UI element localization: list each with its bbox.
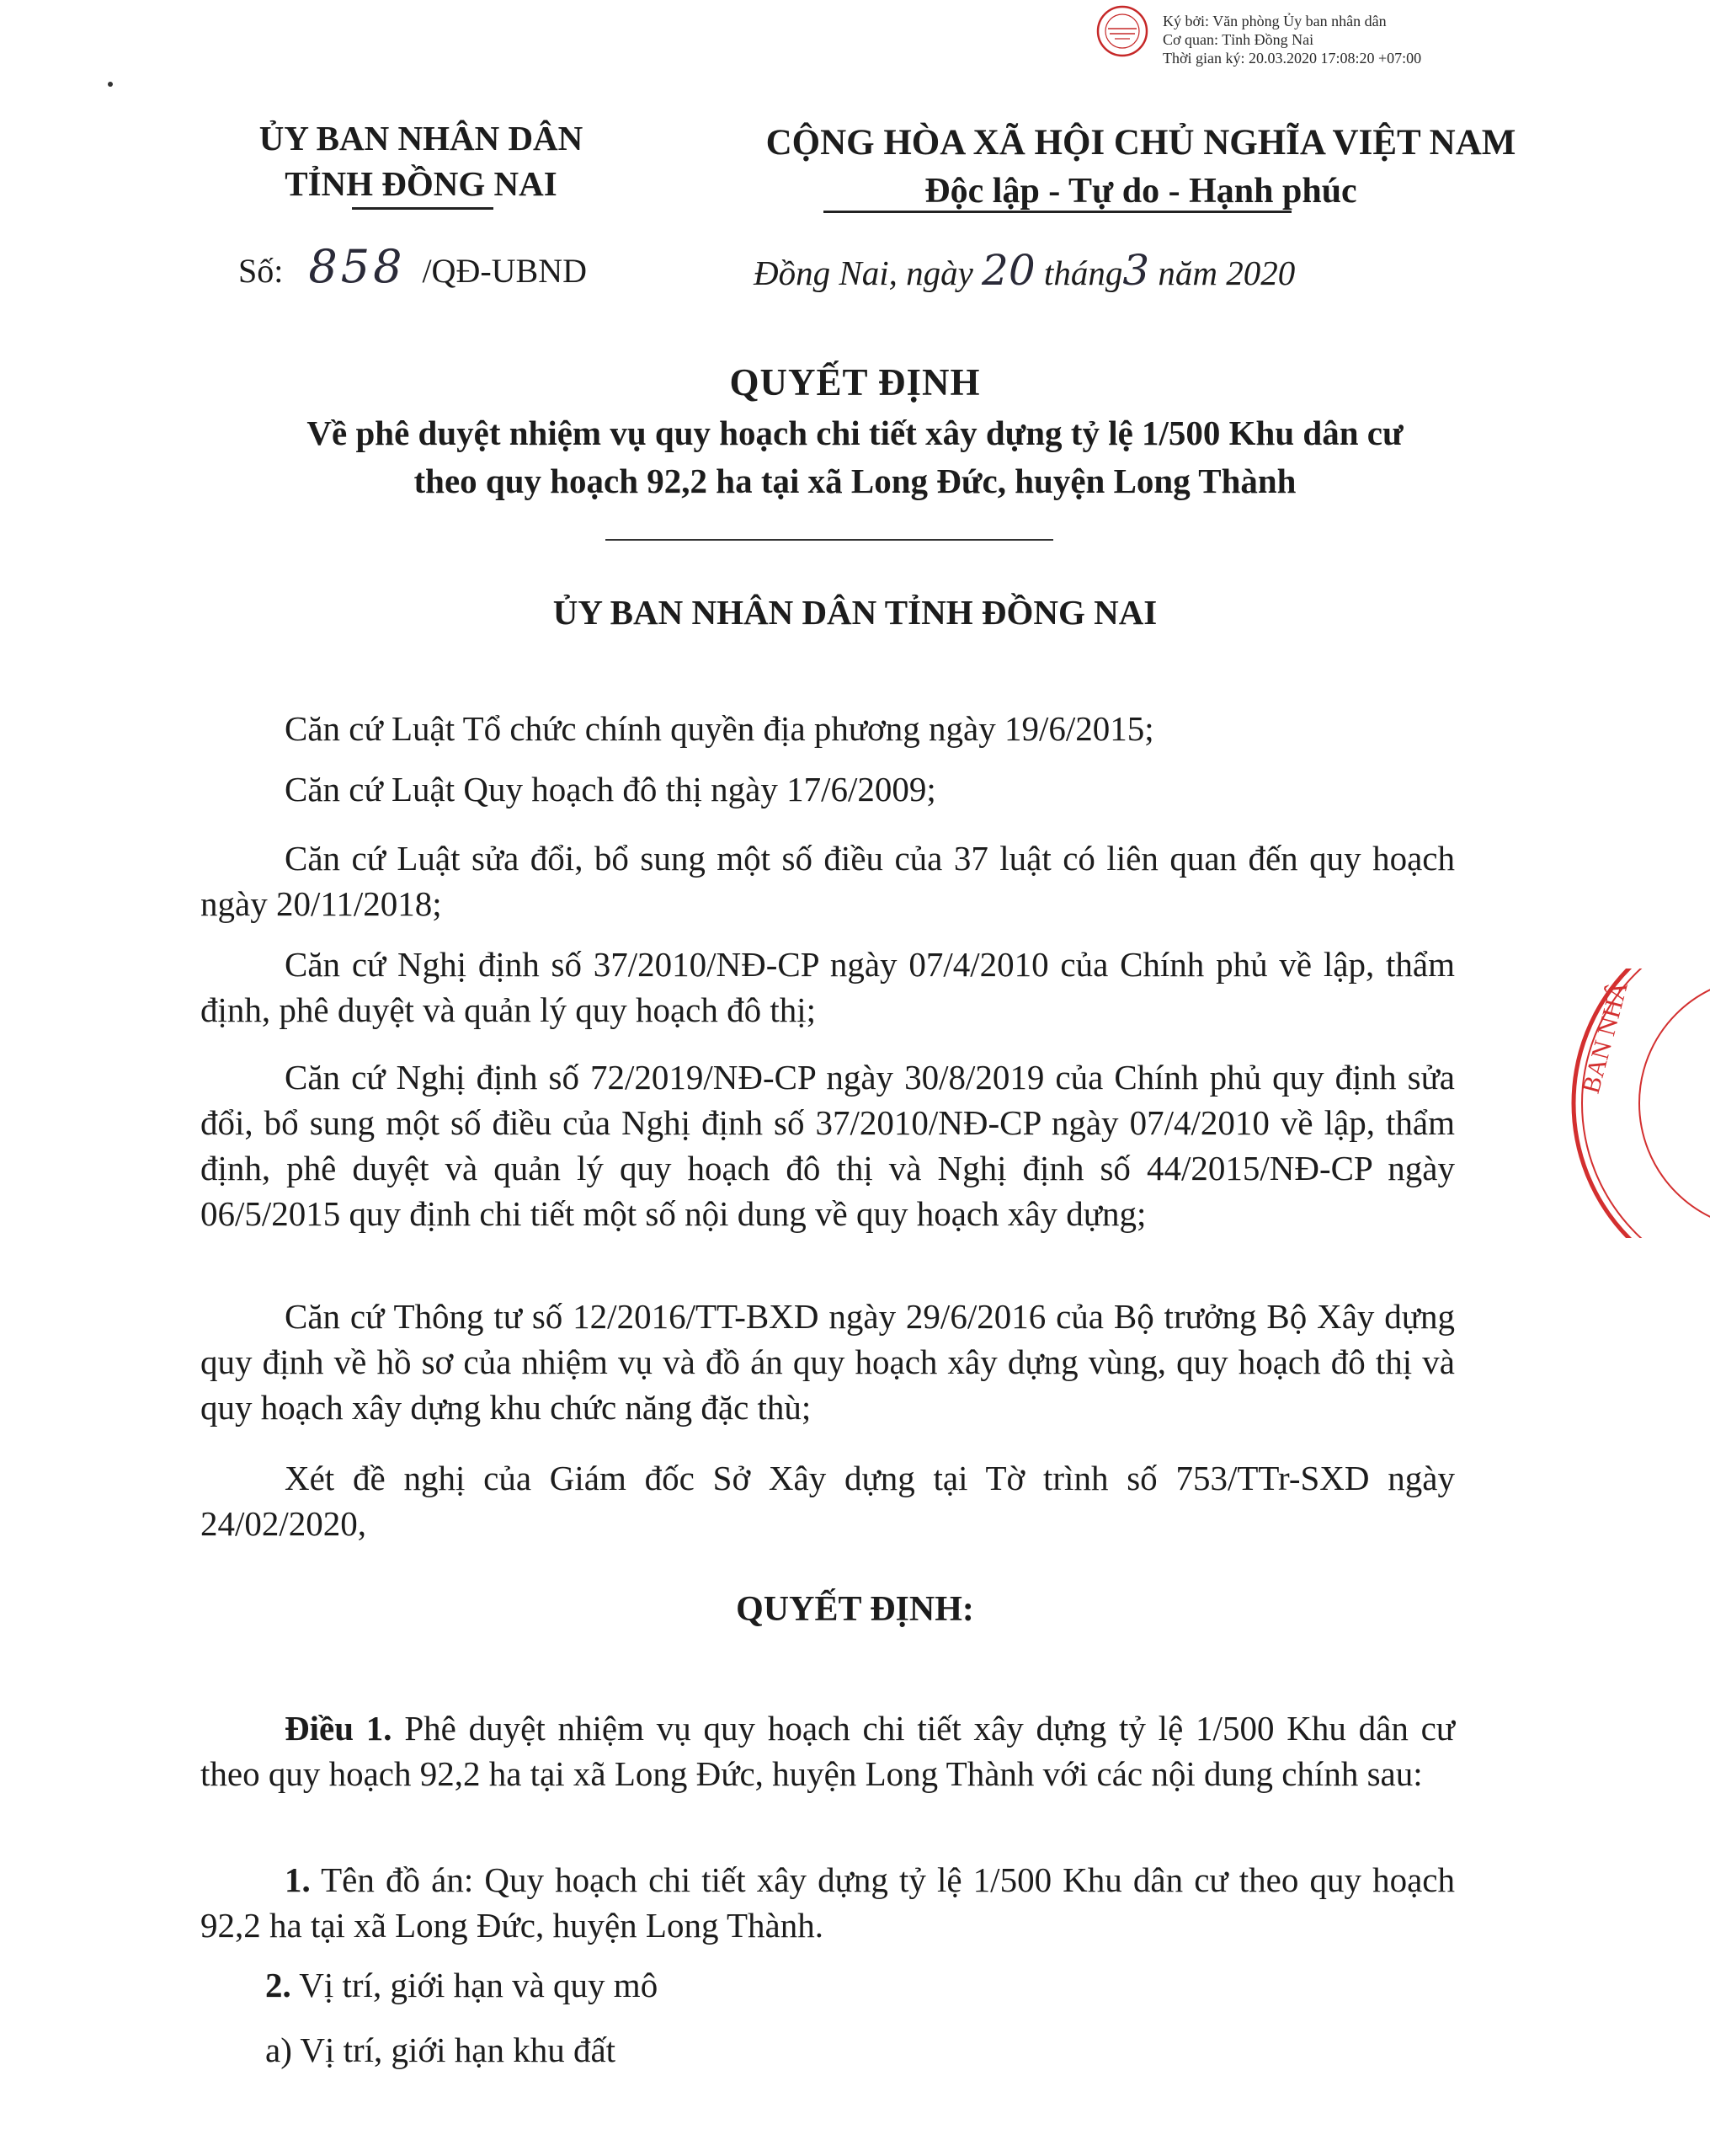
document-subtitle-line1: Về phê duyệt nhiệm vụ quy hoạch chi tiết xây dựng tỷ lệ 1/500 Khu dân cư bbox=[306, 414, 1404, 452]
national-motto: Độc lập - Tự do - Hạnh phúc bbox=[924, 172, 1357, 211]
article-1-item-2a: a) Vị trí, giới hạn khu đất bbox=[265, 2031, 616, 2069]
official-seal-partial-icon bbox=[1568, 969, 1710, 1238]
date-day-handwritten: 20 bbox=[982, 246, 1036, 295]
legal-basis-paragraph: Căn cứ Nghị định số 37/2010/NĐ-CP ngày 07/4/2010 của Chính phủ về lập, thẩm định, phê duyệt và quản lý quy hoạch đô thị; bbox=[200, 945, 1455, 1029]
edge-seal-text: BAN NHÂ bbox=[1576, 979, 1633, 1097]
article-1-item-2 bbox=[265, 1965, 658, 2005]
digital-signature-seal-icon bbox=[1095, 3, 1150, 59]
date-month-handwritten: 3 bbox=[1122, 246, 1150, 295]
digital-signature-info bbox=[1163, 12, 1421, 67]
agency-underline bbox=[352, 207, 493, 210]
legal-basis-paragraph: Căn cứ Thông tư số 12/2016/TT-BXD ngày 29/6/2016 của Bộ trưởng Bộ Xây dựng quy định về hồ sơ của nhiệm vụ và đồ án quy hoạch xây dựng vùng, quy hoạch đô thị và quy hoạch xây dựng khu chức năng đặc thù; bbox=[200, 1297, 1455, 1427]
agency-name-line2: TỈNH ĐỒNG NAI bbox=[285, 164, 557, 203]
document-number bbox=[238, 240, 587, 293]
issuing-authority: ỦY BAN NHÂN DÂN TỈNH ĐỒNG NAI bbox=[552, 593, 1158, 632]
decision-heading: QUYẾT ĐỊNH: bbox=[736, 1590, 974, 1629]
article-1-label: Điều 1. bbox=[285, 1709, 392, 1748]
signature-signed-by: Ký bởi: Văn phòng Ủy ban nhân dân bbox=[1163, 13, 1387, 29]
document-title: QUYẾT ĐỊNH bbox=[729, 361, 981, 403]
country-name: CỘNG HÒA XÃ HỘI CHỦ NGHĨA VIỆT NAM bbox=[765, 123, 1516, 163]
scan-speck bbox=[108, 82, 113, 87]
item-2-label: 2. bbox=[265, 1966, 291, 2004]
document-number-suffix: /QĐ-UBND bbox=[422, 252, 587, 290]
date-year: năm 2020 bbox=[1158, 253, 1296, 292]
signature-agency: Cơ quan: Tỉnh Đồng Nai bbox=[1163, 31, 1314, 48]
article-1 bbox=[200, 1705, 1455, 1796]
item-1-label: 1. bbox=[285, 1860, 311, 1899]
item-1-text: Tên đồ án: Quy hoạch chi tiết xây dựng tỷ lệ 1/500 Khu dân cư theo quy hoạch 92,2 ha tại xã Long Đức, huyện Long Thành. bbox=[200, 1860, 1456, 1945]
document-number-handwritten: 858 bbox=[308, 240, 406, 293]
date-month-label: tháng bbox=[1043, 253, 1123, 292]
motto-underline bbox=[823, 211, 1292, 213]
issue-date bbox=[754, 246, 1295, 295]
legal-basis-paragraph: Xét đề nghị của Giám đốc Sở Xây dựng tại Tờ trình số 753/TTr-SXD ngày 24/02/2020, bbox=[200, 1459, 1455, 1543]
title-divider bbox=[605, 539, 1053, 541]
article-1-item-1 bbox=[200, 1857, 1455, 1948]
item-2-text: Vị trí, giới hạn và quy mô bbox=[299, 1966, 658, 2004]
legal-basis-paragraph: Căn cứ Luật Tổ chức chính quyền địa phương ngày 19/6/2015; bbox=[285, 709, 1154, 748]
legal-basis-paragraph: Căn cứ Luật Quy hoạch đô thị ngày 17/6/2009; bbox=[285, 770, 936, 808]
agency-name-line1: ỦY BAN NHÂN DÂN bbox=[258, 119, 583, 157]
document-subtitle-line2: theo quy hoạch 92,2 ha tại xã Long Đức, huyện Long Thành bbox=[413, 462, 1297, 500]
legal-basis-paragraph: Căn cứ Nghị định số 72/2019/NĐ-CP ngày 30/8/2019 của Chính phủ quy định sửa đổi, bổ sung một số điều của Nghị định số 37/2010/NĐ-CP ngày 07/4/2010 về lập, thẩm định, phê duyệt và quản lý quy hoạch đô thị và Nghị định số 44/2015/NĐ-CP ngày 06/5/2015 quy định chi tiết một số nội dung về quy hoạch xây dựng; bbox=[200, 1058, 1455, 1233]
legal-basis-paragraph: Căn cứ Luật sửa đổi, bổ sung một số điều của 37 luật có liên quan đến quy hoạch ngày 20/11/2018; bbox=[200, 839, 1455, 923]
date-prefix: Đồng Nai, ngày bbox=[754, 253, 973, 292]
document-number-prefix: Số: bbox=[238, 252, 284, 290]
article-1-text: Phê duyệt nhiệm vụ quy hoạch chi tiết xây dựng tỷ lệ 1/500 Khu dân cư theo quy hoạch 92,2 ha tại xã Long Đức, huyện Long Thành với các nội dung chính sau: bbox=[200, 1709, 1456, 1793]
signature-time: Thời gian ký: 20.03.2020 17:08:20 +07:00 bbox=[1163, 50, 1422, 67]
